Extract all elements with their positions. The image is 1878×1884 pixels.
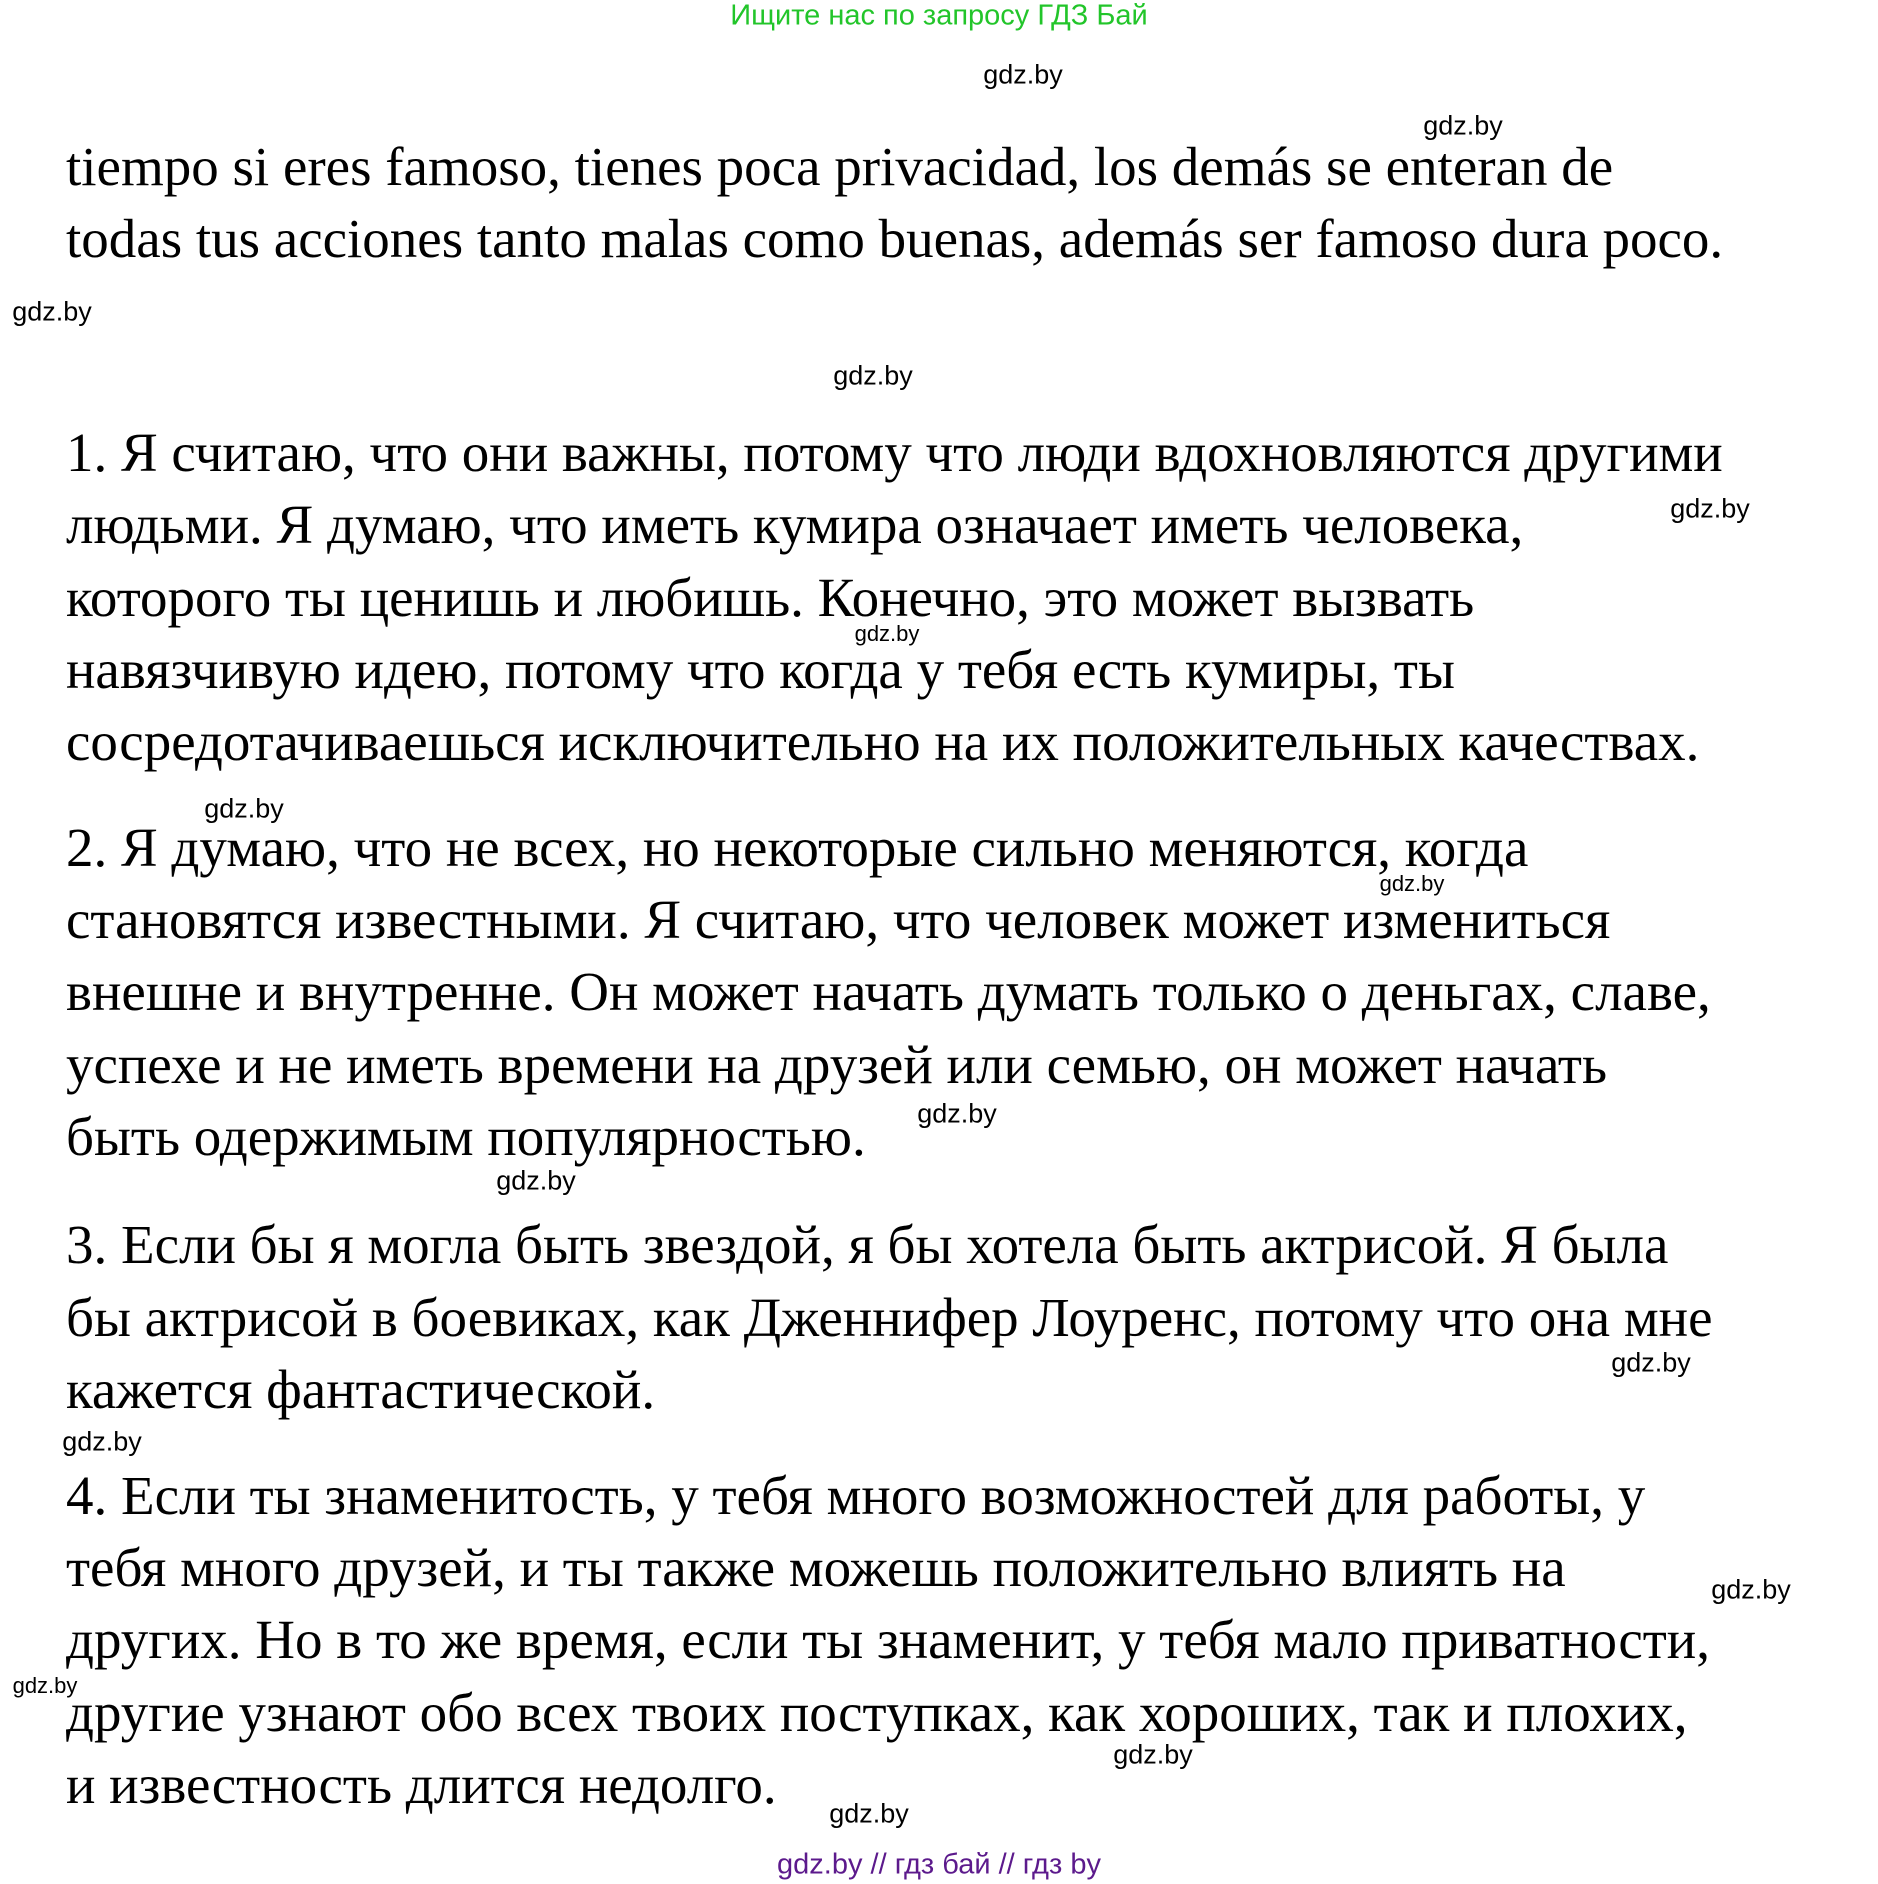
gdz-watermark: gdz.by [829, 1798, 909, 1829]
text-line: становятся известными. Я считаю, что человек может измениться [66, 889, 1611, 950]
text-line: людьми. Я думаю, что иметь кумира означает иметь человека, [66, 494, 1524, 555]
gdz-watermark: gdz.by [62, 1426, 142, 1457]
text-line: которого ты ценишь и любишь. Конечно, это может вызвать [66, 567, 1475, 628]
footer-watermark: gdz.by // гдз бай // гдз by [777, 1848, 1101, 1881]
gdz-watermark: gdz.by [1611, 1347, 1691, 1378]
gdz-watermark: gdz.by [12, 296, 92, 327]
text-line: успехе и не иметь времени на друзей или семью, он может начать [66, 1034, 1608, 1095]
text-line: быть одержимым популярностью. [66, 1106, 866, 1167]
gdz-watermark: gdz.by [1113, 1739, 1193, 1770]
text-line: и известность длится недолго. [66, 1754, 777, 1815]
gdz-watermark: gdz.by [1423, 110, 1503, 141]
gdz-watermark: gdz.by [496, 1165, 576, 1196]
gdz-watermark: gdz.by [854, 621, 920, 646]
text-line: 3. Если бы я могла быть звездой, я бы хотела быть актрисой. Я была [66, 1214, 1669, 1275]
text-line: тебя много друзей, и ты также можешь положительно влиять на [66, 1537, 1566, 1598]
gdz-watermark: gdz.by [12, 1673, 78, 1698]
gdz-watermark: gdz.by [917, 1098, 997, 1129]
text-line: сосредотачиваешься исключительно на их положительных качествах. [66, 711, 1700, 772]
gdz-watermark: gdz.by [983, 59, 1063, 90]
gdz-watermark: gdz.by [1670, 493, 1750, 524]
gdz-watermark: gdz.by [833, 360, 913, 391]
text-line: кажется фантастической. [66, 1359, 656, 1420]
gdz-watermark: gdz.by [1711, 1574, 1791, 1605]
text-line: 4. Если ты знаменитость, у тебя много возможностей для работы, у [66, 1465, 1646, 1526]
gdz-watermark: gdz.by [1379, 871, 1445, 896]
text-line: других. Но в то же время, если ты знаменит, у тебя мало приватности, [66, 1609, 1710, 1670]
text-line: навязчивую идею, потому что когда у тебя есть кумиры, ты [66, 639, 1455, 700]
text-line: todas tus acciones tanto malas como buenas, además ser famoso dura poco. [66, 208, 1724, 269]
text-line: 2. Я думаю, что не всех, но некоторые сильно меняются, когда [66, 817, 1529, 878]
text-line: бы актрисой в боевиках, как Дженнифер Лоуренс, потому что она мне [66, 1287, 1713, 1348]
text-line: другие узнают обо всех твоих поступках, как хороших, так и плохих, [66, 1682, 1688, 1743]
text-line: внешне и внутренне. Он может начать думать только о деньгах, славе, [66, 961, 1711, 1022]
gdz-watermark: gdz.by [204, 793, 284, 824]
text-line: tiempo si eres famoso, tienes poca privacidad, los demás se enteran de [66, 136, 1614, 197]
search-banner: Ищите нас по запросу ГДЗ Бай [730, 0, 1148, 32]
text-line: 1. Я считаю, что они важны, потому что люди вдохновляются другими [66, 422, 1723, 483]
